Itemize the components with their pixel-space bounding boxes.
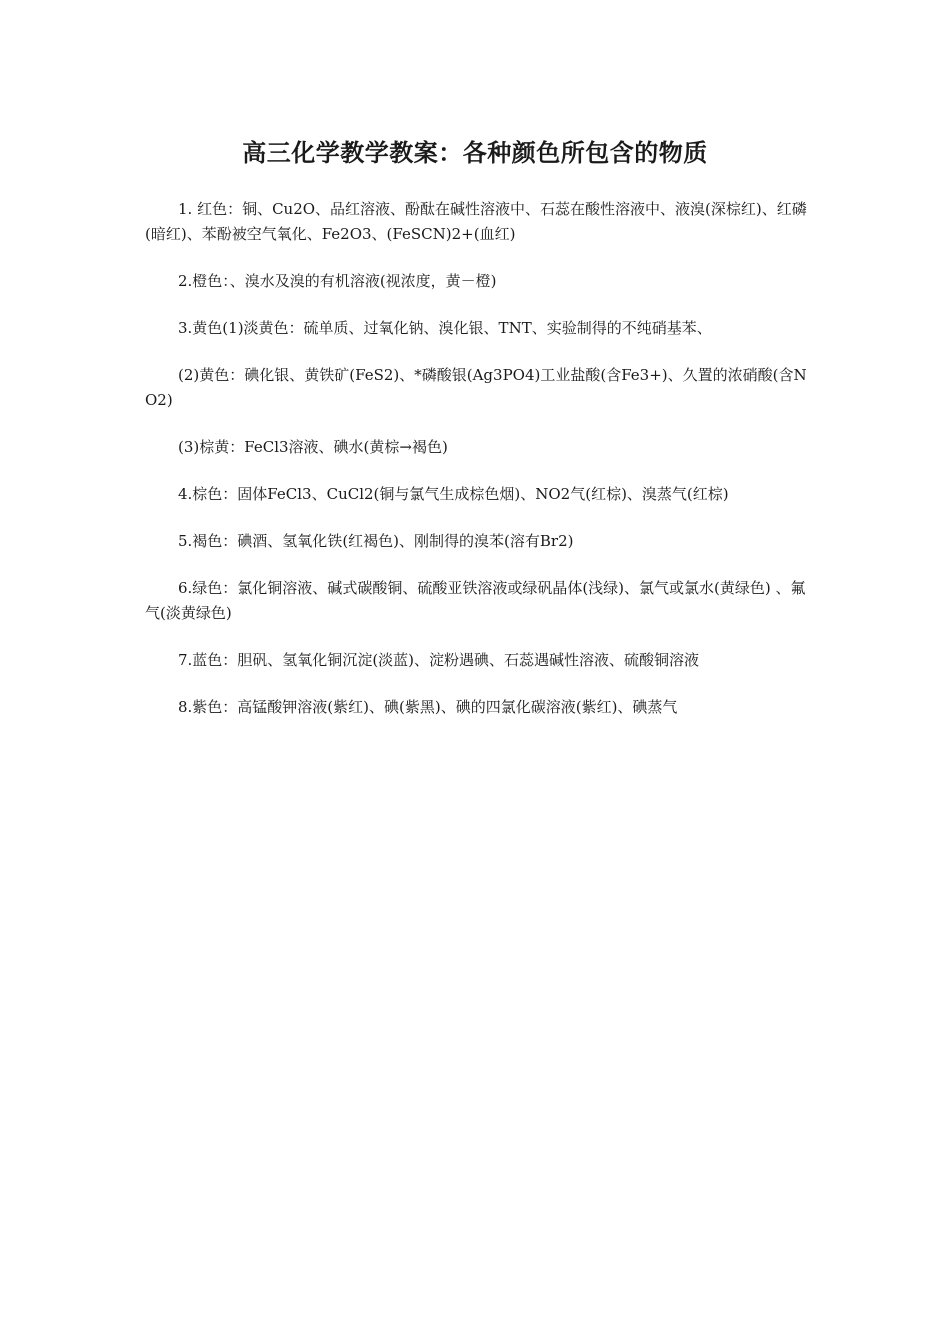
paragraph-brown-yellow: (3)棕黄：FeCl3溶液、碘水(黄棕→褐色) [178, 438, 448, 456]
paragraph-dark-brown: 5.褐色：碘酒、氢氧化铁(红褐色)、刚制得的溴苯(溶有Br2) [178, 532, 574, 550]
paragraph-purple: 8.紫色：高锰酸钾溶液(紫红)、碘(紫黑)、碘的四氯化碳溶液(紫红)、碘蒸气 [178, 698, 678, 716]
paragraph-green: 6.绿色：氯化铜溶液、碱式碳酸铜、硫酸亚铁溶液或绿矾晶体(浅绿)、氯气或氯水(黄绿色) 、氟气(淡黄绿色) [145, 579, 806, 622]
paragraph-orange: 2.橙色：、溴水及溴的有机溶液(视浓度，黄－橙) [178, 272, 497, 290]
paragraph-yellow: (2)黄色：碘化银、黄铁矿(FeS2)、*磷酸银(Ag3PO4)工业盐酸(含Fe3+)、久置的浓硝酸(含NO2) [145, 366, 807, 409]
paragraph-brown: 4.棕色：固体FeCl3、CuCl2(铜与氯气生成棕色烟)、NO2气(红棕)、溴蒸气(红棕) [178, 485, 729, 503]
paragraph-yellow-light: 3.黄色(1)淡黄色：硫单质、过氧化钠、溴化银、TNT、实验制得的不纯硝基苯、 [178, 319, 712, 337]
paragraph-blue: 7.蓝色：胆矾、氢氧化铜沉淀(淡蓝)、淀粉遇碘、石蕊遇碱性溶液、硫酸铜溶液 [178, 651, 700, 669]
paragraph-red: 1. 红色：铜、Cu2O、品红溶液、酚酞在碱性溶液中、石蕊在酸性溶液中、液溴(深棕红)、红磷(暗红)、苯酚被空气氧化、Fe2O3、(FeSCN)2+(血红) [145, 200, 807, 243]
document-body [145, 197, 809, 742]
document-title: 高三化学教学教案：各种颜色所包含的物质 [242, 138, 708, 167]
